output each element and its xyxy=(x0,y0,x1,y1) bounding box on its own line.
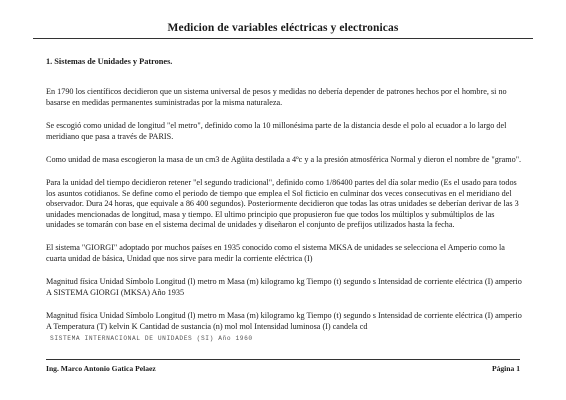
paragraph-gramo: Como unidad de masa escogieron la masa de un cm3 de Agüita destilada a 4ºc y a la presión atmosférica Normal y dieron el nombre de "gramo". xyxy=(46,155,522,165)
section-heading: 1. Sistemas de Unidades y Patrones. xyxy=(46,57,173,66)
footer-author: Ing. Marco Antonio Gatica Pelaez xyxy=(46,364,156,373)
paragraph-mksa-table: Magnitud física Unidad Símbolo Longitud (l) metro m Masa (m) kilogramo kg Tiempo (t) segundo s Intensidad de corriente eléctrica (I) amperio A SISTEMA GIORGI (MKSA) Año 1935 xyxy=(46,277,522,297)
si-caption: SISTEMA INTERNACIONAL DE UNIDADES (SI) Año 1960 xyxy=(50,334,253,342)
paragraph-metro: Se escogió como unidad de longitud "el metro", definido como la 10 millonésima parte de la distancia desde el polo al ecuador a lo largo del meridiano que pasa a través de PARIS. xyxy=(46,121,507,141)
footer-page-number: Página 1 xyxy=(491,364,520,373)
paragraph-giorgi: El sistema "GIORGI" adoptado por muchos países en 1935 conocido como el sistema MKSA de unidades se selecciona el Amperio como la cuarta unidad de básica, Unidad que nos sirve para medir la corriente eléctrica (I) xyxy=(46,243,505,263)
paragraph-segundo: Para la unidad del tiempo decidieron retener "el segundo tradicional", definido como 1/86400 partes del día solar medio (Es el usado para todos los asuntos cotidianos. Se define como el periodo de tiempo que emplea el Sol ficticio en culminar dos veces consecutivas en el meridiano del observador. Dura 24 horas, que equivale a 86 400 segundos). Posteriormente decidieron que todas las otras unidades se deberían derivar de las 3 unidades mencionadas de longitud, masa y tiempo. El ultimo principio que propusieron fue que todos los múltiplos y submúltiplos de las unidades se tomarán con base en el sistema decimal de unidades y diseñaron el conjunto de prefijos utilizados hasta la fecha. xyxy=(46,178,519,230)
paragraph-history: En 1790 los científicos decidieron que un sistema universal de pesos y medidas no debería depender de patrones hechos por el hombre, si no basarse en medidas permanentes suministradas por la misma naturaleza. xyxy=(46,87,507,107)
paragraph-si-table: Magnitud física Unidad Símbolo Longitud (l) metro m Masa (m) kilogramo kg Tiempo (t) segundo s Intensidad de corriente eléctrica (I) amperio A Temperatura (T) kelvin K Cantidad de sustancia (n) mol mol Intensidad luminosa (I) candela cd xyxy=(46,311,522,331)
document-header-title: Medicion de variables eléctricas y electronicas xyxy=(167,22,399,34)
document-body xyxy=(46,53,524,344)
header-divider xyxy=(33,38,533,39)
footer-divider xyxy=(46,359,520,360)
